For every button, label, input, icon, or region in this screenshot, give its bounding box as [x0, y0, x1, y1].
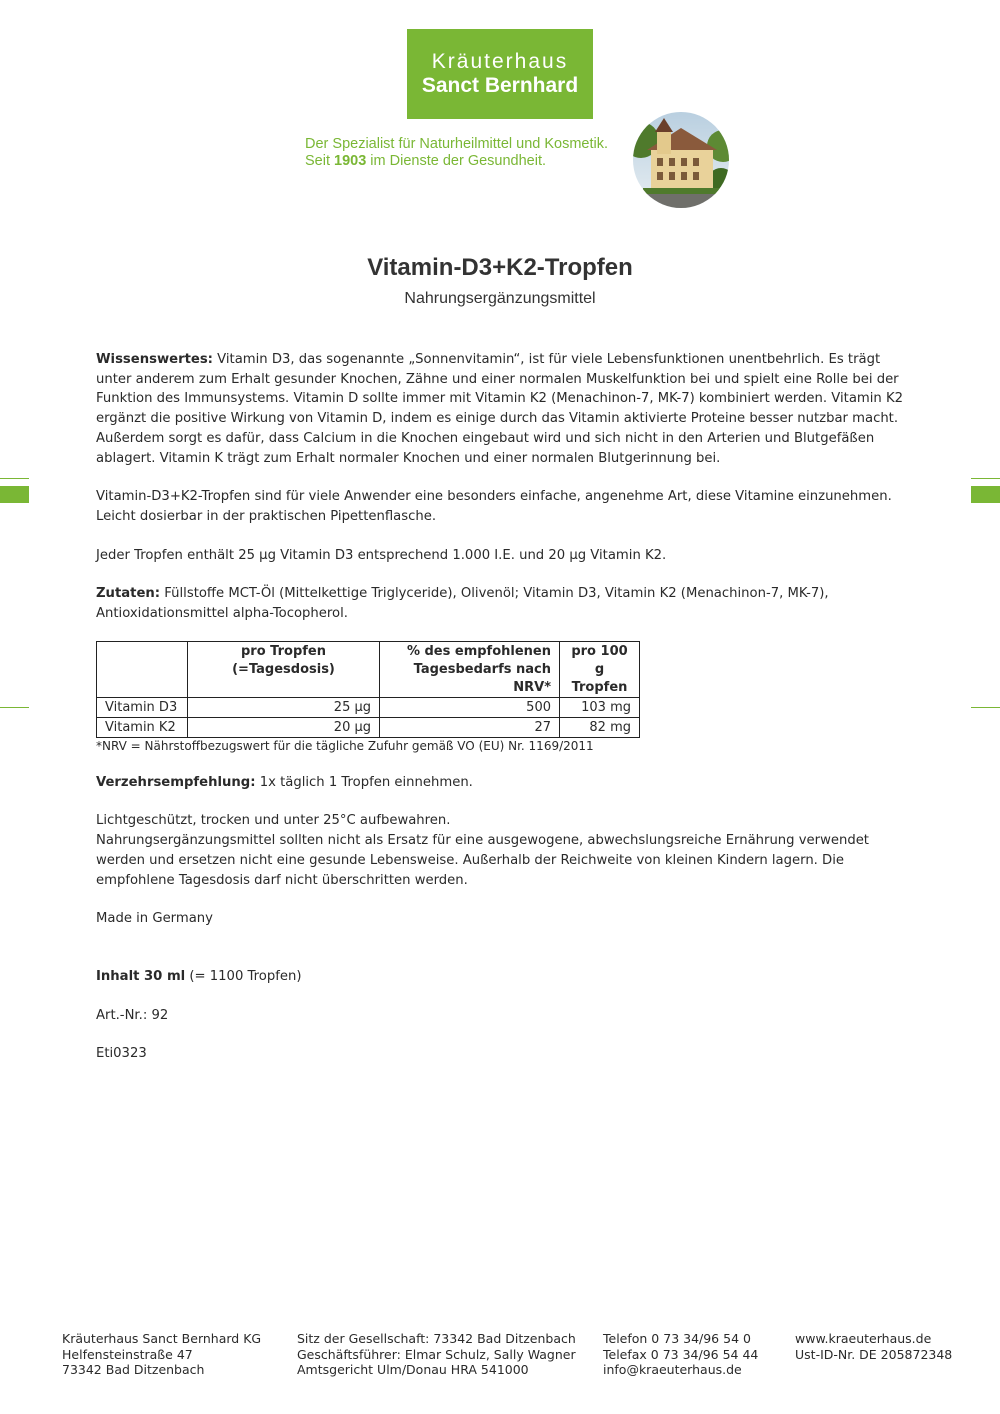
product-subtitle: Nahrungsergänzungsmittel — [404, 290, 596, 307]
fold-line-left-top — [0, 478, 29, 479]
fold-mark-right — [971, 486, 1000, 503]
dosage-paragraph: Jeder Tropfen enthält 25 µg Vitamin D3 entsprechend 1.000 I.E. und 20 µg Vitamin K2. — [96, 547, 667, 563]
footer-line: Ust-ID-Nr. DE 205872348 — [795, 1346, 953, 1362]
product-title: Vitamin-D3+K2-Tropfen — [367, 254, 633, 281]
table-cell: Vitamin K2 — [97, 717, 188, 737]
storage-warning-paragraph — [96, 811, 906, 890]
fold-mark-left — [0, 486, 29, 503]
footer-line: 73342 Bad Ditzenbach — [62, 1362, 205, 1377]
table-header-cell: pro Tropfen (=Tagesdosis) — [188, 641, 380, 697]
tagline — [305, 136, 608, 170]
ingredients-paragraph — [96, 584, 906, 623]
footer-line: Sitz der Gesellschaft: 73342 Bad Ditzenbach — [297, 1331, 576, 1346]
footer-line: Telefon 0 73 34/96 54 0 — [603, 1331, 751, 1346]
table-cell: 500 — [380, 697, 560, 717]
contents-text: (= 1100 Tropfen) — [185, 968, 302, 984]
nutrition-table-header — [97, 641, 640, 697]
fold-line-left-bottom — [0, 707, 29, 708]
footer-contact — [603, 1331, 758, 1378]
label-code: Eti0323 — [96, 1046, 147, 1062]
footer-line: Amtsgericht Ulm/Donau HRA 541000 — [297, 1362, 529, 1377]
table-cell: 103 mg — [560, 697, 640, 717]
tagline-line-1: Der Spezialist für Naturheilmittel und Kosmetik. — [305, 136, 609, 152]
table-cell: Vitamin D3 — [97, 697, 188, 717]
wissenswertes-text: Vitamin D3, das sogenannte „Sonnenvitamin“, ist für viele Lebensfunktionen unentbehrlich. Es trägt unter anderem zum Erhalt gesunder Knochen, Zähne und einer normalen Muskelfunktion bei und spielt eine Rolle bei der Funktion des Immunsystems. Vitamin D sollte immer mit Vitamin K2 (Menachinon-7, MK-7) kombiniert werden. Vitamin K2 ergänzt die positive Wirkung von Vitamin D, indem es einige durch das Vitamin aktivierte Proteine besser nutzbar macht. Außerdem sorgt es dafür, dass Calcium in die Knochen eingebaut wird und sich nicht in den Arterien und Blutgefäßen ablagert. Vitamin K trägt zum Erhalt normaler Knochen und einer normalen Blutgerinnung bei. — [96, 352, 904, 466]
tagline-year: 1903 — [334, 153, 367, 169]
ingredients-label: Zutaten: — [96, 586, 161, 602]
warning-text: Nahrungsergänzungsmittel sollten nicht als Ersatz für eine ausgewogene, abwechslungsreiche Ernährung verwendet werden und ersetzen nicht eine gesunde Lebensweise. Außerhalb der Reichweite von kleinen Kindern lagern. Die empfohlene Tagesdosis darf nicht überschritten werden. — [96, 833, 869, 888]
fold-line-right-top — [971, 478, 1000, 479]
table-header-cell — [97, 641, 188, 697]
recommendation-label: Verzehrsempfehlung: — [96, 774, 256, 790]
usage-paragraph: Vitamin-D3+K2-Tropfen sind für viele Anwender eine besonders einfache, angenehme Art, diese Vitamine einzunehmen. Leicht dosierbar in der praktischen Pipettenflasche. — [96, 489, 892, 524]
table-cell: 20 µg — [188, 717, 380, 737]
logo-line-2: Sanct Bernhard — [421, 74, 579, 97]
footer-line: Geschäftsführer: Elmar Schulz, Sally Wagner — [297, 1346, 576, 1362]
table-cell: 82 mg — [560, 717, 640, 737]
table-header-cell: % des empfohlenen Tagesbedarfs nach NRV* — [380, 641, 560, 697]
building-illustration — [633, 112, 729, 208]
footer-company — [62, 1331, 261, 1378]
tagline-line-2 — [305, 153, 608, 170]
made-in: Made in Germany — [96, 911, 213, 927]
table-cell: 25 µg — [188, 697, 380, 717]
wissenswertes-paragraph — [96, 350, 906, 468]
nrv-footnote: *NRV = Nährstoffbezugswert für die tägliche Zufuhr gemäß VO (EU) Nr. 1169/2011 — [96, 738, 594, 753]
recommendation-paragraph — [96, 773, 906, 793]
fold-line-right-bottom — [971, 707, 1000, 708]
footer-legal — [297, 1331, 576, 1378]
footer-line: Telefax 0 73 34/96 54 44 — [603, 1346, 759, 1362]
tagline-post: im Dienste der Gesundheit. — [366, 153, 547, 169]
wissenswertes-label: Wissenswertes: — [96, 352, 213, 367]
table-row — [97, 717, 640, 737]
table-cell: 27 — [380, 717, 560, 737]
nutrition-table — [96, 641, 640, 738]
footer-line: Helfensteinstraße 47 — [62, 1346, 193, 1362]
footer-email: info@kraeuterhaus.de — [603, 1362, 742, 1377]
tagline-pre: Seit — [305, 153, 335, 169]
label-content — [96, 350, 906, 1083]
contents-label: Inhalt 30 ml — [96, 968, 186, 984]
ingredients-text: Füllstoffe MCT-Öl (Mittelkettige Triglyceride), Olivenöl; Vitamin D3, Vitamin K2 (Menachinon-7, MK-7), Antioxidationsmittel alpha-Tocopherol. — [96, 586, 829, 622]
footer-web — [795, 1331, 952, 1362]
storage-text: Lichtgeschützt, trocken und unter 25°C aufbewahren. — [96, 813, 451, 829]
table-row — [97, 697, 640, 717]
footer-line: Kräuterhaus Sanct Bernhard KG — [62, 1331, 262, 1346]
footer-website: www.kraeuterhaus.de — [795, 1331, 932, 1346]
table-header-cell: pro 100 g Tropfen — [560, 641, 640, 697]
contents-paragraph — [96, 967, 906, 987]
building-photo — [633, 112, 729, 208]
logo-line-1: Kräuterhaus — [431, 50, 569, 73]
article-number: Art.-Nr.: 92 — [96, 1007, 169, 1023]
brand-logo — [407, 29, 593, 119]
recommendation-text: 1x täglich 1 Tropfen einnehmen. — [255, 774, 473, 790]
